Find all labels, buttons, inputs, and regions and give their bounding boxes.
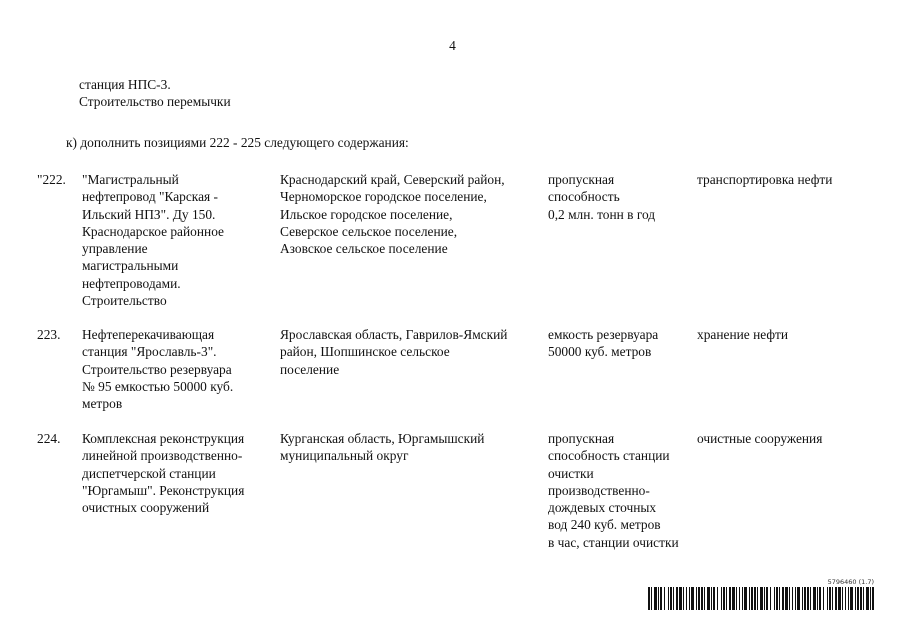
barcode-caption: 5796460 (1.7) (827, 578, 874, 586)
intro-line-construction: Строительство перемычки (79, 94, 231, 109)
position-number: 223. (37, 327, 61, 342)
object-name: Комплексная реконструкция линейной производственно- диспетчерской станции "Юргамыш". Реконструкция очистных сооружений (82, 431, 245, 516)
amendment-instruction: к) дополнить позициями 222 - 225 следующего содержания: (66, 135, 409, 150)
object-capacity: емкость резервуара 50000 куб. метров (548, 327, 659, 360)
object-location: Ярославская область, Гаврилов-Ямский район, Шопшинское сельское поселение (280, 327, 508, 377)
document-barcode (648, 579, 874, 611)
object-capacity: пропускная способность 0,2 млн. тонн в год (548, 172, 656, 222)
object-location: Краснодарский край, Северский район, Черноморское городское поселение, Ильское городское поселение, Северское сельское поселение, Азовское сельское поселение (280, 172, 505, 257)
object-purpose: хранение нефти (697, 327, 789, 342)
object-location: Курганская область, Юргамышский муниципальный округ (280, 431, 485, 464)
page-number: 4 (449, 38, 456, 53)
object-name: "Магистральный нефтепровод "Карская - Ильский НПЗ". Ду 150. Краснодарское районное управление магистральными нефтепроводами. Строительство (82, 172, 224, 309)
intro-line-station: станция НПС-3. (79, 77, 171, 92)
barcode-icon (648, 587, 874, 610)
object-capacity: пропускная способность станции очистки производственно- дождевых сточных вод 240 куб. метров в час, станции очистки (548, 431, 679, 550)
position-number: 224. (37, 431, 61, 446)
object-name: Нефтеперекачивающая станция "Ярославль-3". Строительство резервуара № 95 емкостью 50000 куб. метров (82, 327, 234, 412)
object-purpose: транспортировка нефти (697, 172, 833, 187)
position-number: "222. (37, 172, 66, 187)
object-purpose: очистные сооружения (697, 431, 823, 446)
